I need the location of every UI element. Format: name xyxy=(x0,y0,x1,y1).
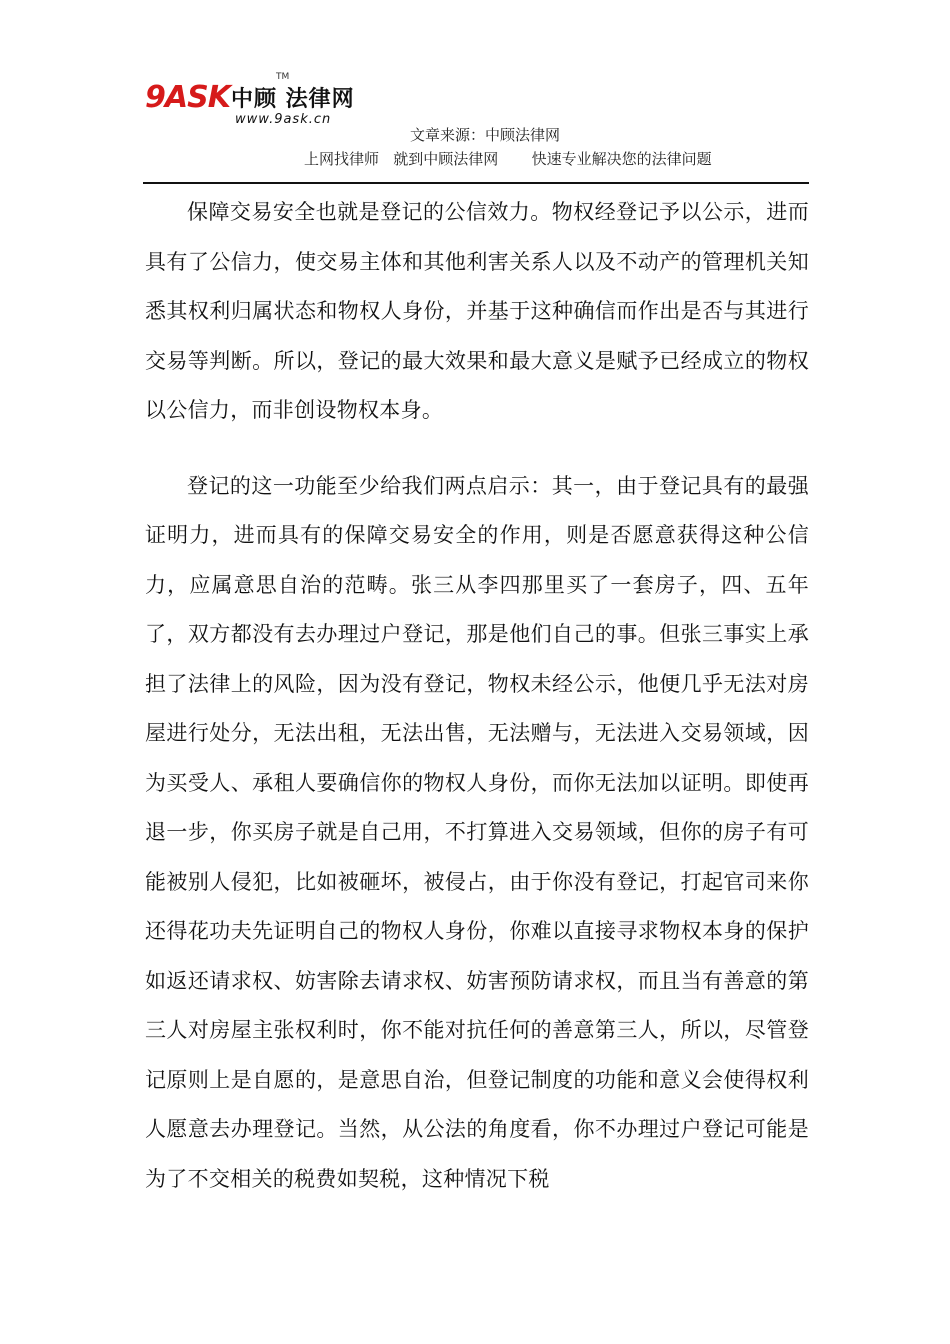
header-divider xyxy=(143,182,809,184)
paragraph-2: 登记的这一功能至少给我们两点启示：其一，由于登记具有的最强证明力，进而具有的保障交易安全的作用，则是否愿意获得这种公信力，应属意思自治的范畴。张三从李四那里买了一套房子，四、五年了，双方都没有去办理过户登记，那是他们自己的事。但张三事实上承担了法律上的风险，因为没有登记，物权未经公示，他便几乎无法对房屋进行处分，无法出租，无法出售，无法赠与，无法进入交易领域，因为买受人、承租人要确信你的物权人身份，而你无法加以证明。即使再退一步，你买房子就是自己用，不打算进入交易领域，但你的房子有可能被别人侵犯，比如被砸坏，被侵占，由于你没有登记，打起官司来你还得花功夫先证明自己的物权人身份，你难以直接寻求物权本身的保护如返还请求权、妨害除去请求权、妨害预防请求权，而且当有善意的第三人对房屋主张权利时，你不能对抗任何的善意第三人，所以，尽管登记原则上是自愿的，是意思自治，但登记制度的功能和意义会使得权利人愿意去办理登记。当然，从公法的角度看，你不办理过户登记可能是为了不交相关的税费如契税，这种情况下税 xyxy=(145,473,809,1191)
logo-trademark: TM xyxy=(276,72,290,82)
logo-url: www.9ask.cn xyxy=(235,112,332,127)
logo-mark: 9ASK xyxy=(145,80,230,115)
site-logo[interactable] xyxy=(145,70,375,130)
page-header xyxy=(0,0,950,190)
article-body xyxy=(145,188,809,1204)
site-tagline: 上网找律师 就到中顾法律网 快速专业解决您的法律问题 xyxy=(304,150,712,168)
logo-name: 中顾 法律网 xyxy=(231,87,355,112)
paragraph-1: 保障交易安全也就是登记的公信效力。物权经登记予以公示，进而具有了公信力，使交易主体和其他利害关系人以及不动产的管理机关知悉其权利归属状态和物权人身份，并基于这种确信而作出是否与其进行交易等判断。所以，登记的最大效果和最大意义是赋予已经成立的物权以公信力，而非创设物权本身。 xyxy=(145,200,809,422)
article-source: 文章来源：中顾法律网 xyxy=(410,126,561,144)
